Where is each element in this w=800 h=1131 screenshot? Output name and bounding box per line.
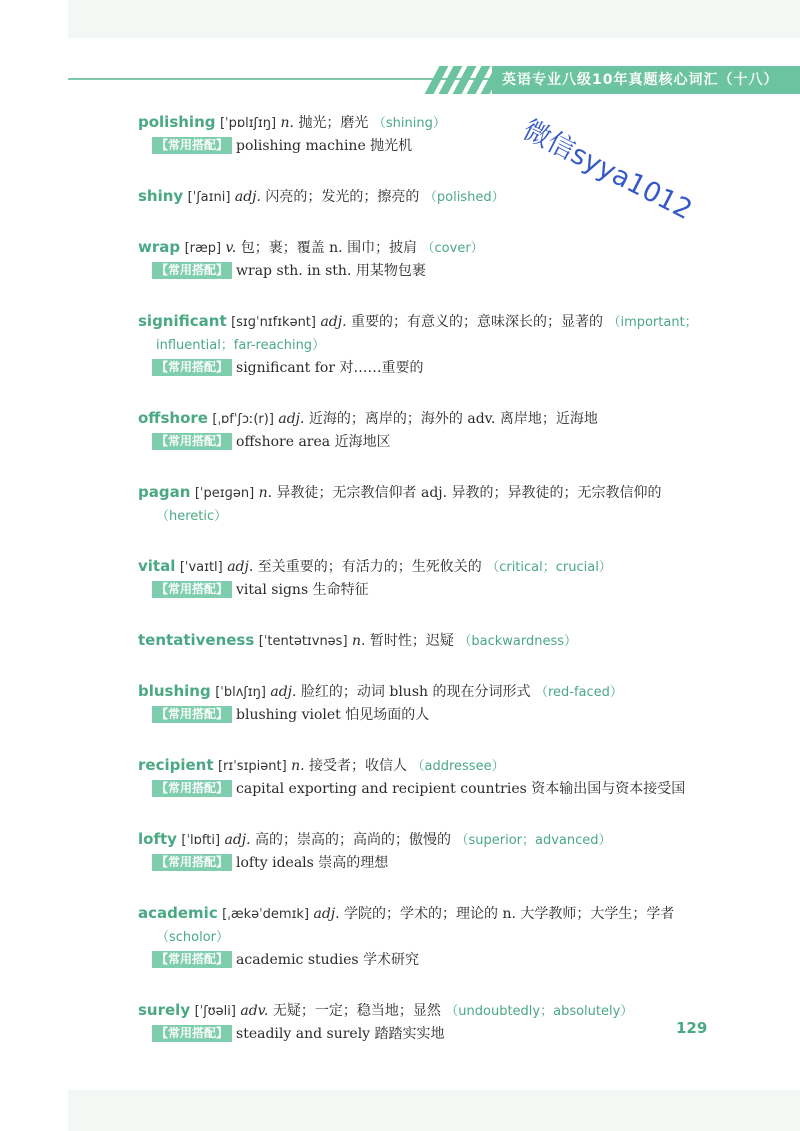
collocation-tag: 【常用搭配】	[152, 433, 232, 450]
entry-headline	[138, 754, 738, 778]
collocation-tag: 【常用搭配】	[152, 854, 232, 871]
part-of-speech: adv.	[240, 1003, 269, 1019]
collocation-tag: 【常用搭配】	[152, 581, 232, 598]
entry-headline	[138, 407, 738, 431]
headword: polishing	[138, 113, 216, 131]
collocation-tag: 【常用搭配】	[152, 780, 232, 797]
collocation-text: academic studies 学术研究	[236, 952, 420, 968]
collocation-tag: 【常用搭配】	[152, 359, 232, 376]
bottom-band	[68, 1090, 800, 1131]
headword: surely	[138, 1001, 191, 1019]
collocation-tag: 【常用搭配】	[152, 137, 232, 154]
headword: offshore	[138, 409, 208, 427]
definition: 异教徒；无宗教信仰者 adj. 异教的；异教徒的；无宗教信仰的	[276, 485, 662, 501]
entry-significant	[138, 310, 738, 380]
phonetic: [ˈvaɪtl]	[179, 560, 223, 575]
synonym: （important；	[607, 315, 698, 330]
synonym: （shining）	[372, 116, 446, 131]
headword: pagan	[138, 483, 191, 501]
entry-surely	[138, 999, 738, 1046]
definition: 高的；崇高的；高尚的；傲慢的	[255, 832, 452, 848]
headword: significant	[138, 312, 227, 330]
part-of-speech: v.	[225, 240, 237, 256]
vocabulary-list	[138, 111, 738, 1073]
collocation-text: polishing machine 抛光机	[236, 138, 413, 154]
phonetic: [ˈtentətɪvnəs]	[258, 634, 348, 649]
definition: 重要的；有意义的；意味深长的；显著的	[351, 314, 603, 330]
entry-headline	[138, 310, 738, 334]
collocation-line	[138, 852, 738, 875]
headword: wrap	[138, 238, 181, 256]
definition-continuation: （heretic）	[156, 509, 228, 524]
definition: 包；裹；覆盖 n. 围巾；披肩	[240, 240, 418, 256]
definition: 近海的；离岸的；海外的 adv. 离岸地；近海地	[308, 411, 598, 427]
headword: lofty	[138, 830, 177, 848]
phonetic: [sɪɡˈnɪfɪkənt]	[231, 315, 316, 330]
entry-headline	[138, 111, 738, 135]
header-stripes	[432, 66, 497, 94]
definition: 至关重要的；有活力的；生死攸关的	[257, 559, 482, 575]
phonetic: [ræp]	[184, 241, 222, 256]
entry-blushing	[138, 680, 738, 727]
collocation-line	[138, 260, 738, 283]
collocation-tag: 【常用搭配】	[152, 951, 232, 968]
definition-continuation: （scholor）	[156, 930, 230, 945]
headword: tentativeness	[138, 631, 255, 649]
collocation-text: steadily and surely 踏踏实实地	[236, 1026, 445, 1042]
top-band	[68, 0, 800, 38]
part-of-speech: adj.	[270, 684, 297, 700]
collocation-line	[138, 431, 738, 454]
collocation-line	[138, 778, 738, 801]
synonym: （superior；advanced）	[455, 833, 612, 848]
entry-offshore	[138, 407, 738, 454]
part-of-speech: n.	[280, 115, 294, 131]
synonym: （red-faced）	[534, 685, 623, 700]
collocation-line	[138, 135, 738, 158]
entry-headline	[138, 236, 738, 260]
entry-headline	[138, 185, 738, 209]
definition: 学院的；学术的；理论的 n. 大学教师；大学生；学者	[344, 906, 675, 922]
synonym: （cover）	[421, 241, 484, 256]
collocation-text: lofty ideals 崇高的理想	[236, 855, 389, 871]
synonym: （critical；crucial）	[486, 560, 612, 575]
synonym: （addressee）	[411, 759, 505, 774]
collocation-text: significant for 对……重要的	[236, 360, 424, 376]
headword: academic	[138, 904, 218, 922]
headword: vital	[138, 557, 176, 575]
collocation-line	[138, 1023, 738, 1046]
collocation-line	[138, 949, 738, 972]
collocation-tag: 【常用搭配】	[152, 262, 232, 279]
phonetic: [rɪˈsɪpiənt]	[217, 759, 287, 774]
definition: 接受者；收信人	[309, 758, 408, 774]
definition: 抛光；磨光	[298, 115, 369, 131]
headword: shiny	[138, 187, 184, 205]
phonetic: [ˌɒfˈʃɔː(r)]	[212, 412, 274, 427]
entry-headline	[138, 999, 738, 1023]
entry-tentativeness	[138, 629, 738, 653]
part-of-speech: adj.	[278, 411, 305, 427]
phonetic: [ˈpɒlɪʃɪŋ]	[219, 116, 277, 131]
collocation-text: capital exporting and recipient countries 资本输出国与资本接受国	[236, 781, 686, 797]
part-of-speech: adj.	[320, 314, 347, 330]
collocation-line	[138, 704, 738, 727]
part-of-speech: adj.	[234, 189, 261, 205]
running-header	[0, 62, 800, 96]
collocation-tag: 【常用搭配】	[152, 1025, 232, 1042]
part-of-speech: n.	[351, 633, 366, 649]
entry-lofty	[138, 828, 738, 875]
phonetic: [ˌækəˈdemɪk]	[222, 907, 310, 922]
definition-continuation: influential；far-reaching）	[156, 338, 326, 353]
entry-vital	[138, 555, 738, 602]
headword: recipient	[138, 756, 214, 774]
synonym: （backwardness）	[458, 634, 578, 649]
phonetic: [ˈʃaɪni]	[187, 190, 231, 205]
synonym: （polished）	[423, 190, 505, 205]
collocation-line	[138, 357, 738, 380]
entry-recipient	[138, 754, 738, 801]
entry-headline	[138, 555, 738, 579]
entry-polishing	[138, 111, 738, 158]
synonym: （undoubtedly；absolutely）	[445, 1004, 634, 1019]
collocation-tag: 【常用搭配】	[152, 706, 232, 723]
part-of-speech: n.	[291, 758, 305, 774]
definition: 闪亮的；发光的；擦亮的	[265, 189, 420, 205]
collocation-line	[138, 579, 738, 602]
entry-headline	[138, 481, 738, 505]
phonetic: [ˈpeɪɡən]	[194, 486, 255, 501]
part-of-speech: adj.	[224, 832, 251, 848]
entry-headline	[138, 828, 738, 852]
page-number: 129	[676, 1019, 708, 1037]
definition: 无疑；一定；稳当地；显然	[272, 1003, 441, 1019]
entry-academic	[138, 902, 738, 972]
phonetic: [ˈʃʊəli]	[194, 1004, 236, 1019]
collocation-text: wrap sth. in sth. 用某物包裹	[236, 263, 426, 279]
watermark: 微信syya1012	[517, 114, 697, 226]
part-of-speech: n.	[258, 485, 273, 501]
definition: 脸红的；动词 blush 的现在分词形式	[300, 684, 531, 700]
entry-wrap	[138, 236, 738, 283]
entry-pagan	[138, 481, 738, 528]
entry-headline	[138, 902, 738, 926]
entry-headline	[138, 680, 738, 704]
definition: 暂时性；迟疑	[369, 633, 454, 649]
phonetic: [ˈlɒfti]	[181, 833, 221, 848]
entry-shiny	[138, 185, 738, 209]
collocation-text: offshore area 近海地区	[236, 434, 391, 450]
part-of-speech: adj.	[313, 906, 340, 922]
collocation-text: blushing violet 怕见场面的人	[236, 707, 430, 723]
headword: blushing	[138, 682, 211, 700]
part-of-speech: adj.	[227, 559, 254, 575]
collocation-text: vital signs 生命特征	[236, 582, 369, 598]
entry-headline	[138, 629, 738, 653]
phonetic: [ˈblʌʃɪŋ]	[215, 685, 266, 700]
header-title: 英语专业八级10年真题核心词汇（十八）	[492, 66, 800, 94]
